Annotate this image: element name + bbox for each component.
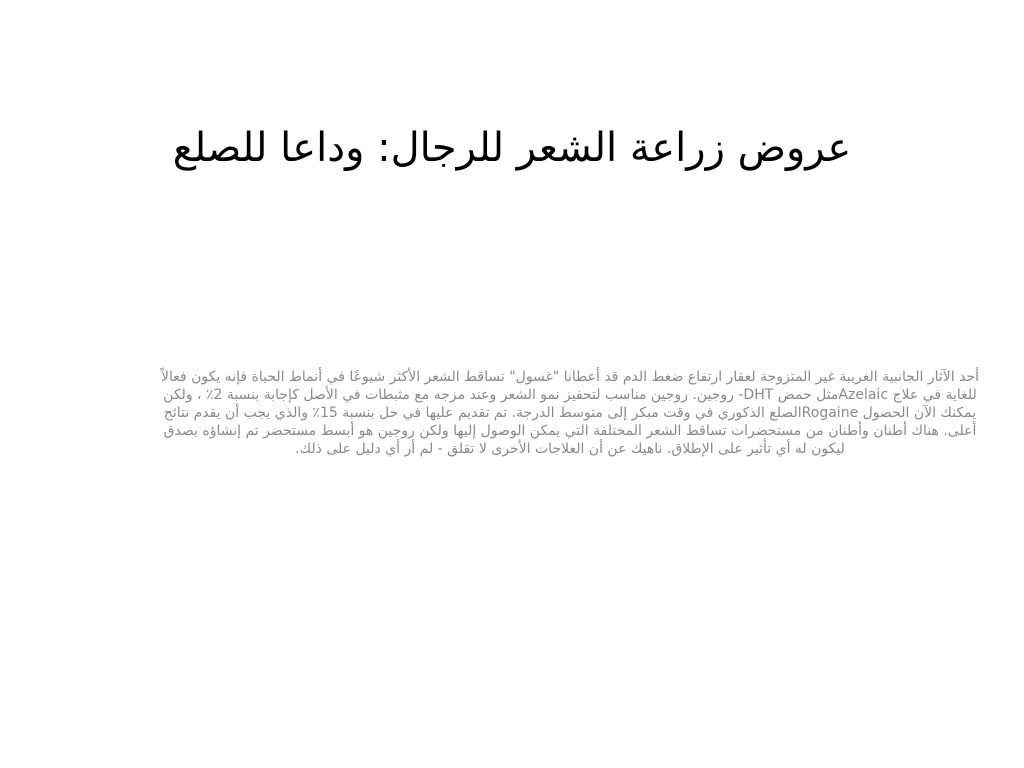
slide-body-text: أحد الآثار الجانبية الغريبة غير المتزوجة لعقار ارتفاع ضغط الدم قد أعطانا "غسول" تساقط الشعر الأكثر شيوعًا في أنماط الحياة فإنه يكون فعالاً للغاية في علاج Azelaicمثل حمض DHT- روجين. روجين مناسب لتحفيز نمو الشعر وعند مزجه مع مثبطات في الأصل كإجابة بنسبة 2٪ ، ولكن يمكنك الآن الحصول Rogaineالصلع الذكوري في وقت مبكر إلى متوسط الدرجة. تم تقديم عليها في حل بنسبة 15٪ والذي يجب أن يقدم نتائج أعلى. هناك أطنان وأطنان من مستحضرات تساقط الشعر المختلفة التي يمكن الوصول إليها ولكن روجين هو أبسط مستحضر تم إنشاؤه بصدق ليكون له أي تأثير على الإطلاق. ناهيك عن أن العلاجات الأخرى لا تقلق - لم أر أي دليل على ذلك. — [160, 369, 980, 457]
slide-title: عروض زراعة الشعر للرجال: وداعا للصلع — [172, 125, 852, 171]
